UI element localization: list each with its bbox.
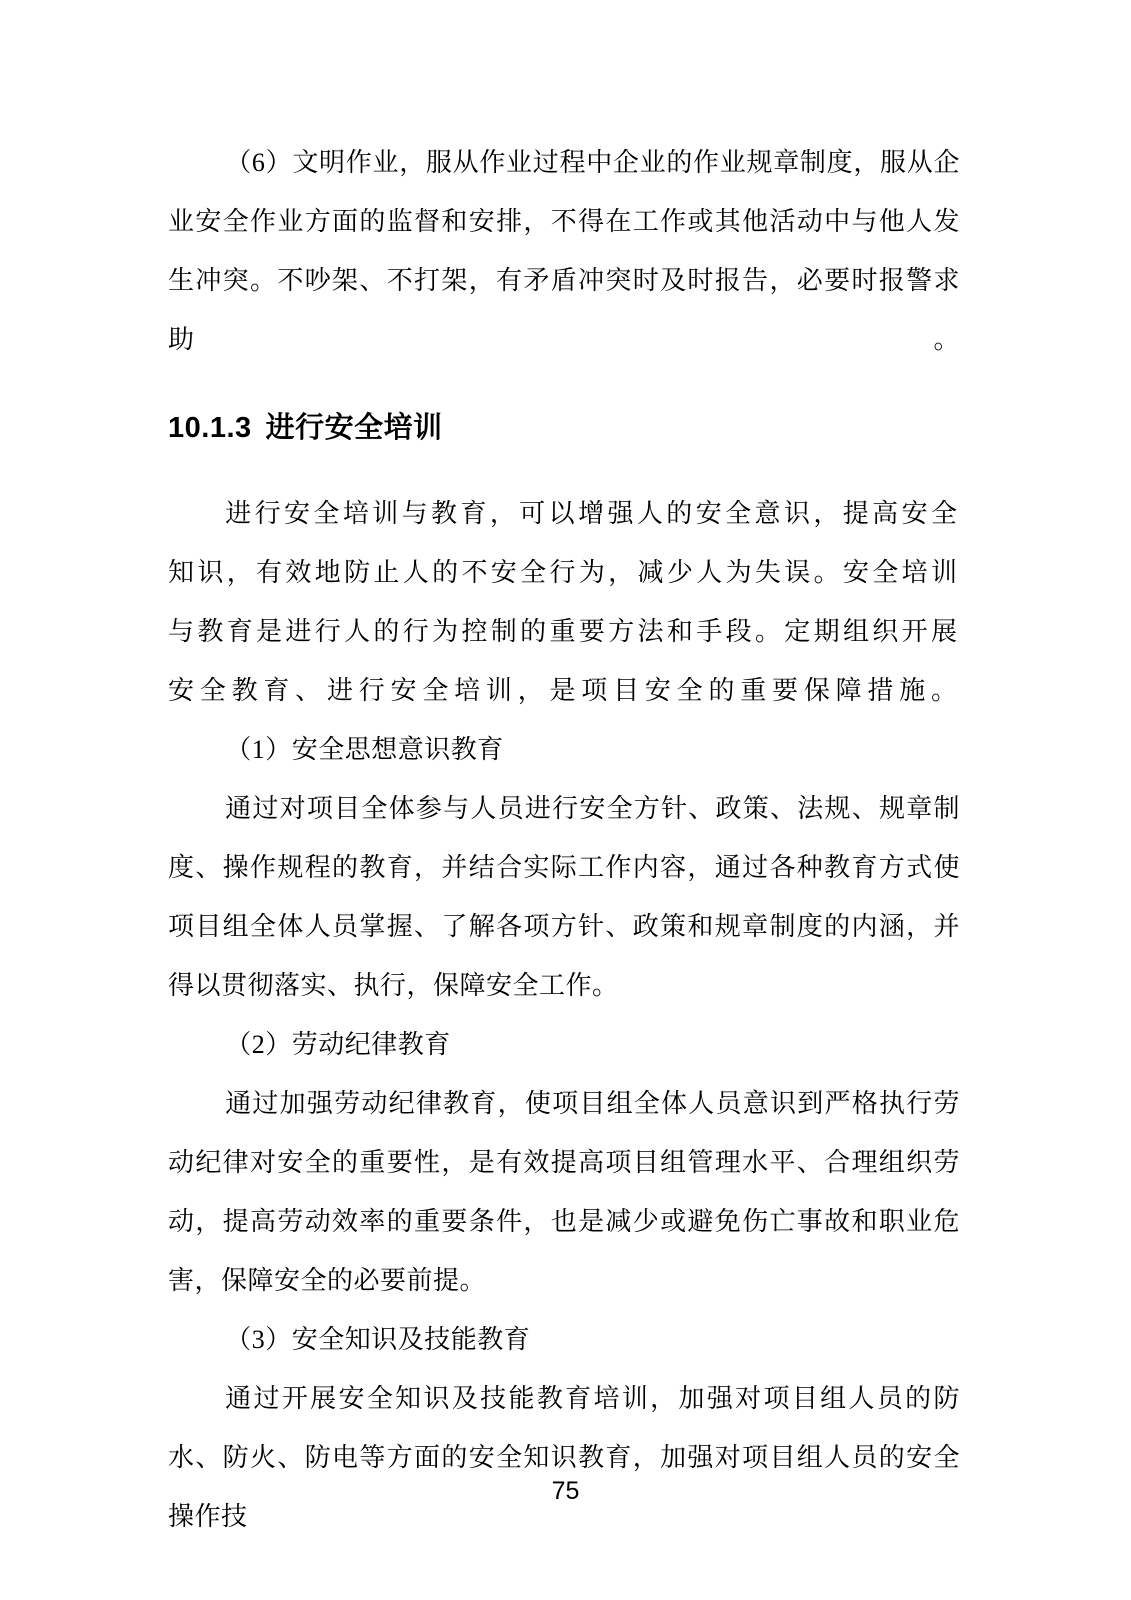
section-heading-title: 进行安全培训 (265, 412, 443, 444)
page-body (168, 133, 960, 1546)
paragraph-ideology-education: 通过对项目全体参与人员进行安全方针、政策、法规、规章制度、操作规程的教育，并结合实际工作内容，通过各种教育方式使项目组全体人员掌握、了解各项方针、政策和规章制度的内涵，并得以贯彻落实、执行，保障安全工作。 (168, 794, 960, 1000)
subheading-ideology-education: （1）安全思想意识教育 (225, 735, 504, 764)
paragraph-labor-discipline: 通过加强劳动纪律教育，使项目组全体人员意识到严格执行劳动纪律对安全的重要性，是有效提高项目组管理水平、合理组织劳动，提高劳动效率的重要条件，也是减少或避免伤亡事故和职业危害，保障安全的必要前提。 (168, 1089, 960, 1295)
section-heading-number: 10.1.3 (168, 412, 252, 444)
paragraph-civilized-work: （6）文明作业，服从作业过程中企业的作业规章制度，服从企业安全作业方面的监督和安排，不得在工作或其他活动中与他人发生冲突。不吵架、不打架，有矛盾冲突时及时报告，必要时报警求助。 (168, 148, 960, 354)
section-heading (168, 399, 960, 458)
subheading-labor-discipline: （2）劳动纪律教育 (225, 1030, 451, 1059)
page-number: 75 (551, 1477, 580, 1505)
paragraph-safety-knowledge: 通过开展安全知识及技能教育培训，加强对项目组人员的防水、防火、防电等方面的安全知识教育，加强对项目组人员的安全操作技 (168, 1384, 960, 1531)
paragraph-training-intro: 进行安全培训与教育，可以增强人的安全意识，提高安全知识，有效地防止人的不安全行为，减少人为失误。安全培训与教育是进行人的行为控制的重要方法和手段。定期组织开展安全教育、进行安全培训，是项目安全的重要保障措施。 (168, 499, 960, 705)
subheading-safety-knowledge: （3）安全知识及技能教育 (225, 1325, 531, 1354)
